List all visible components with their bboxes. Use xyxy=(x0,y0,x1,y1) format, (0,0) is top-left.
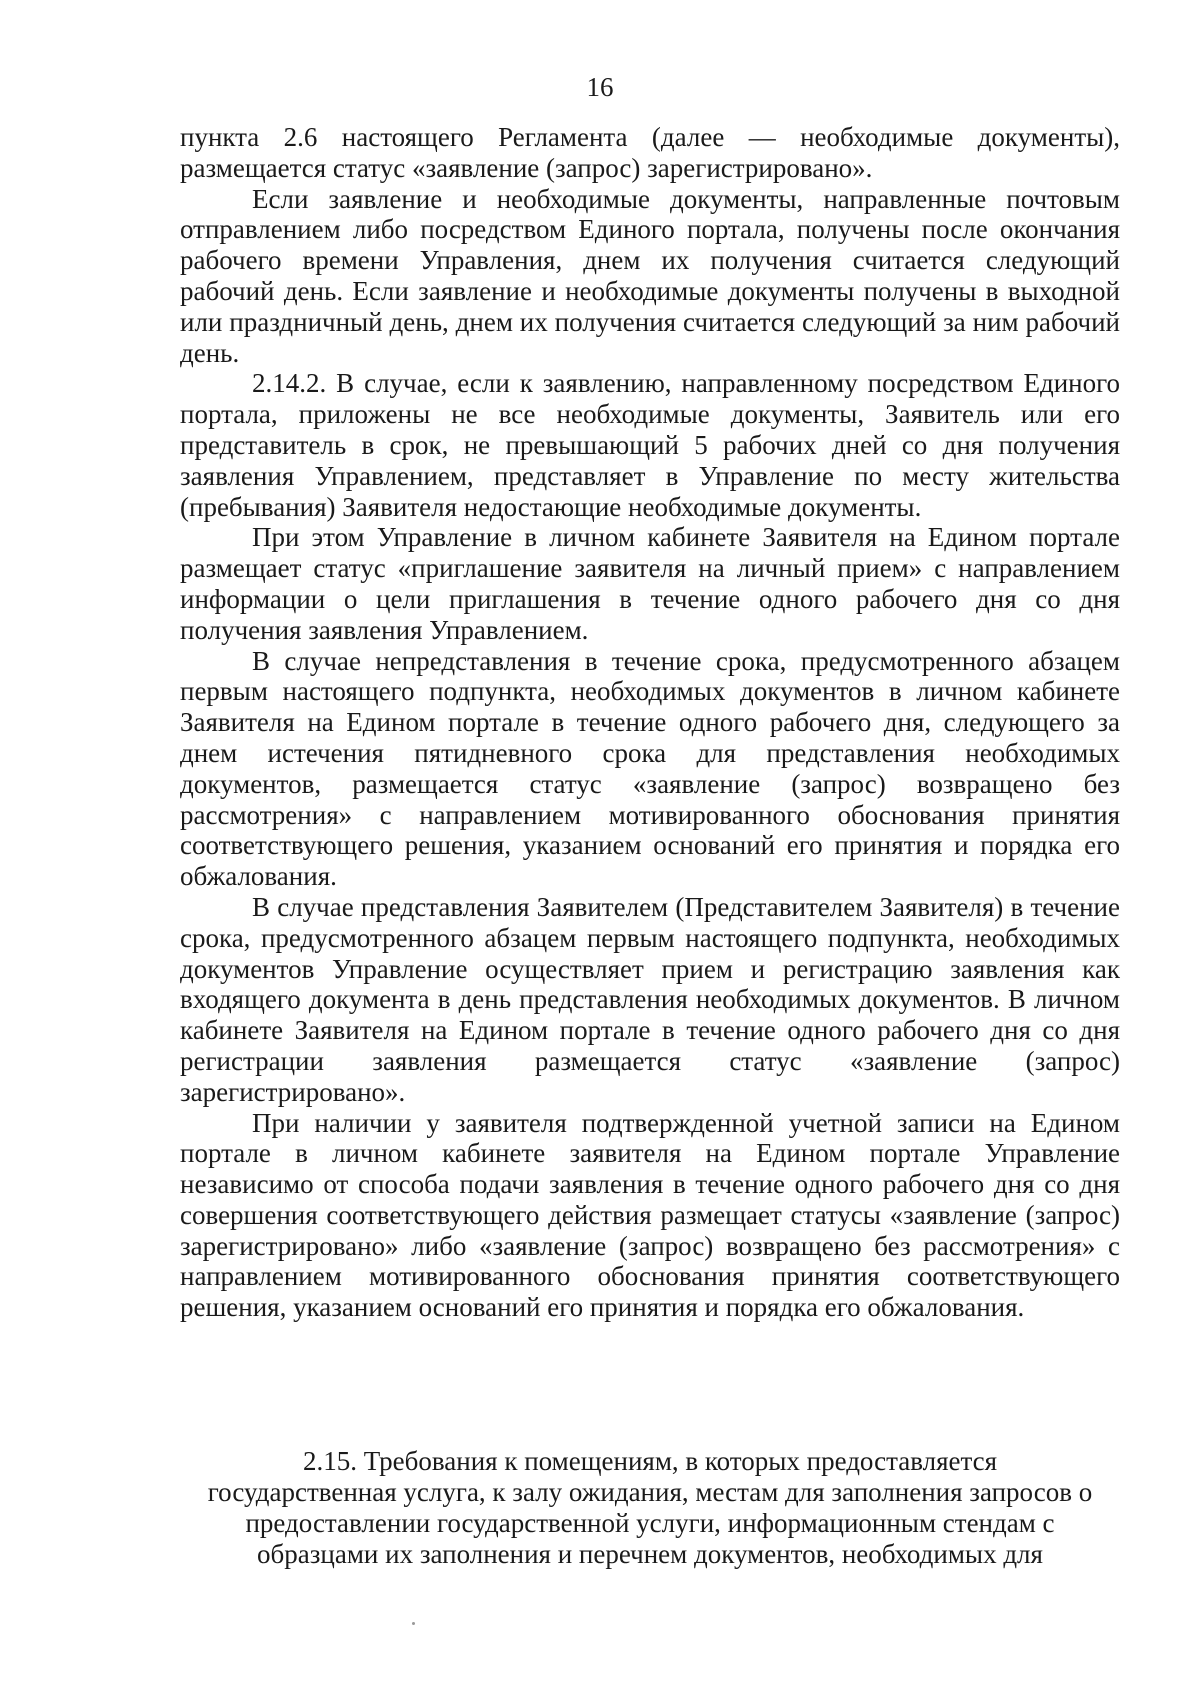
paragraph-2-14-2: 2.14.2. В случае, если к заявлению, направленному посредством Единого портала, приложены не все необходимые документы, Заявитель или его представитель в срок, не превышающий 5 рабочих дней со дня получения заявления Управлением, представляет в Управление по месту жительства (пребывания) Заявителя недостающие необходимые документы. xyxy=(180,368,1120,522)
paragraph-account-statuses: При наличии у заявителя подтвержденной учетной записи на Едином портале в личном кабинете заявителя на Едином портале Управление независимо от способа подачи заявления в течение одного рабочего дня со дня совершения соответствующего действия размещает статусы «заявление (запрос) зарегистрировано» либо «заявление (запрос) возвращено без рассмотрения» с направлением мотивированного обоснования принятия соответствующего решения, указанием оснований его принятия и порядка его обжалования. xyxy=(180,1107,1120,1323)
paragraph-submission: В случае представления Заявителем (Представителем Заявителя) в течение срока, предусмотренного абзацем первым настоящего подпункта, необходимых документов Управление осуществляет прием и регистрацию заявления как входящего документа в день представления необходимых документов. В личном кабинете Заявителя на Едином портале в течение одного рабочего дня со дня регистрации заявления размещается статус «заявление (запрос) зарегистрировано». xyxy=(180,891,1120,1107)
heading-line: государственная услуга, к залу ожидания, местам для заполнения запросов о xyxy=(207,1477,1093,1507)
paragraph-receipt-time: Если заявление и необходимые документы, направленные почтовым отправлением либо посредством Единого портала, получены после окончания рабочего времени Управления, днем их получения считается следующий рабочий день. Если заявление и необходимые документы получены в выходной или праздничный день, днем их получения считается следующий за ним рабочий день. xyxy=(180,183,1120,368)
section-heading-2-15 xyxy=(170,1446,1130,1570)
body-text xyxy=(180,122,1120,1323)
heading-line: образцами их заполнения и перечнем документов, необходимых для xyxy=(257,1539,1043,1569)
page-number: 16 xyxy=(586,72,614,102)
heading-line: 2.15. Требования к помещениям, в которых предоставляется xyxy=(302,1446,998,1476)
paragraph-non-submission: В случае непредставления в течение срока, предусмотренного абзацем первым настоящего подпункта, необходимых документов в личном кабинете Заявителя на Едином портале в течение одного рабочего дня, следующего за днем истечения пятидневного срока для представления необходимых документов, размещается статус «заявление (запрос) возвращено без рассмотрения» с направлением мотивированного обоснования принятия соответствующего решения, указанием оснований его принятия и порядка его обжалования. xyxy=(180,645,1120,892)
paragraph-invitation-status: При этом Управление в личном кабинете Заявителя на Едином портале размещает статус «приглашение заявителя на личный прием» с направлением информации о цели приглашения в течение одного рабочего дня со дня получения заявления Управлением. xyxy=(180,522,1120,645)
paragraph-continuation: пункта 2.6 настоящего Регламента (далее — необходимые документы), размещается статус «заявление (запрос) зарегистрировано». xyxy=(180,122,1120,183)
scan-speck xyxy=(412,1622,415,1625)
heading-line: предоставлении государственной услуги, информационным стендам с xyxy=(245,1508,1055,1538)
